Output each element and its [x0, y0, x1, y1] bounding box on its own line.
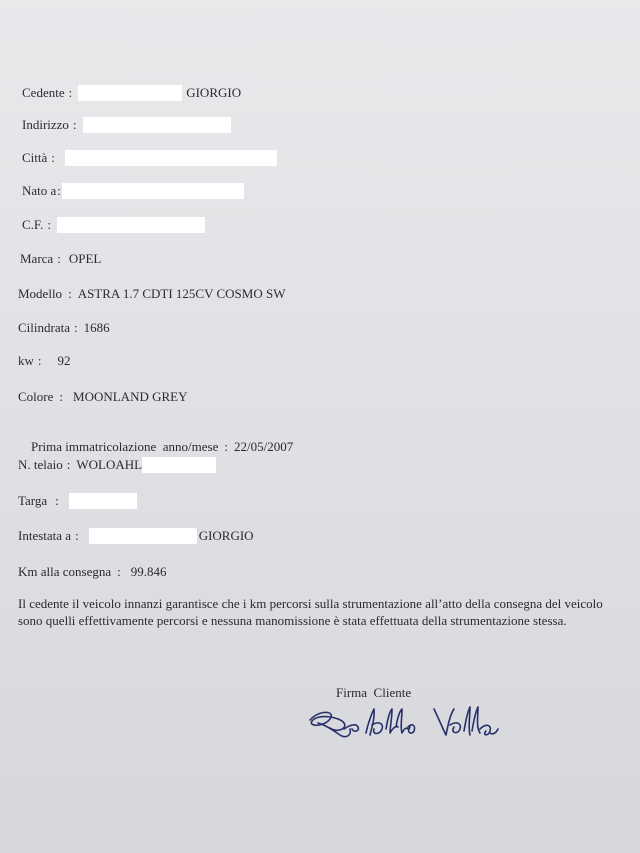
field-value: GIORGIO	[186, 85, 242, 101]
field-value: GIORGIO	[198, 528, 254, 544]
field-separator: :	[66, 457, 71, 473]
field-label: N. telaio	[18, 457, 63, 473]
field-separator: :	[37, 353, 42, 369]
redaction-block	[89, 528, 197, 544]
field-intestata	[18, 527, 254, 544]
handwritten-signature	[300, 695, 500, 755]
field-value: 99.846	[130, 564, 167, 580]
field-label: Targa	[18, 493, 48, 509]
field-separator: :	[72, 117, 77, 133]
redaction-block	[142, 457, 216, 473]
field-value: 1686	[83, 320, 110, 336]
field-separator: :	[68, 286, 72, 302]
field-separator: :	[47, 217, 51, 233]
field-label: Modello	[18, 286, 63, 302]
field-label: Indirizzo	[22, 117, 69, 133]
field-indirizzo	[22, 116, 231, 133]
field-km	[18, 563, 167, 580]
field-label: Cedente	[22, 85, 65, 101]
redaction-block	[69, 493, 137, 509]
field-label: Marca	[20, 251, 54, 267]
field-value: MOONLAND GREY	[73, 389, 188, 405]
signature-label: Firma Cliente	[336, 685, 412, 700]
field-separator: :	[224, 439, 228, 455]
field-label: Città	[22, 150, 48, 166]
field-separator: :	[117, 564, 121, 580]
field-label: kw	[18, 353, 34, 369]
field-colore	[18, 388, 187, 405]
field-label: Prima immatricolazione anno/mese	[31, 439, 219, 455]
field-citta	[22, 149, 277, 166]
field-separator: :	[68, 85, 73, 101]
field-separator: :	[55, 493, 59, 509]
field-targa	[18, 492, 137, 509]
field-kw	[18, 352, 71, 369]
field-separator: :	[74, 320, 78, 336]
field-value: OPEL	[68, 251, 102, 267]
field-marca	[20, 250, 101, 267]
field-modello	[18, 285, 285, 302]
field-value: WOLOAHL	[76, 457, 143, 473]
field-value: 92	[57, 353, 71, 369]
redaction-block	[78, 85, 182, 101]
field-label: Cilindrata	[18, 320, 70, 336]
field-value: 22/05/2007	[233, 439, 294, 455]
redaction-block	[65, 150, 277, 166]
field-separator: :	[75, 528, 79, 544]
field-label: C.F.	[22, 217, 44, 233]
field-separator: :	[59, 389, 64, 405]
field-nato	[22, 182, 244, 199]
redaction-block	[83, 117, 231, 133]
redaction-block	[62, 183, 244, 199]
redaction-block	[57, 217, 205, 233]
field-cedente	[22, 84, 241, 101]
field-label: Intestata a	[18, 528, 72, 544]
field-cilindrata	[18, 319, 110, 336]
field-separator: :	[51, 150, 55, 166]
declaration-paragraph: Il cedente il veicolo innanzi garantisce che i km percorsi sulla strumentazione all’atto della consegna del veicolo sono quelli effettivamente percorsi e nessuna manomissione è stata effettuata della strumentazione stessa.	[18, 596, 603, 628]
field-label: Colore	[18, 389, 54, 405]
field-value: ASTRA 1.7 CDTI 125CV COSMO SW	[77, 286, 286, 302]
field-telaio	[18, 456, 216, 473]
field-label: Km alla consegna	[18, 564, 112, 580]
field-cf	[22, 216, 205, 233]
field-separator: :	[57, 251, 61, 267]
field-separator: :	[57, 183, 61, 199]
field-label: Nato a	[22, 183, 57, 199]
